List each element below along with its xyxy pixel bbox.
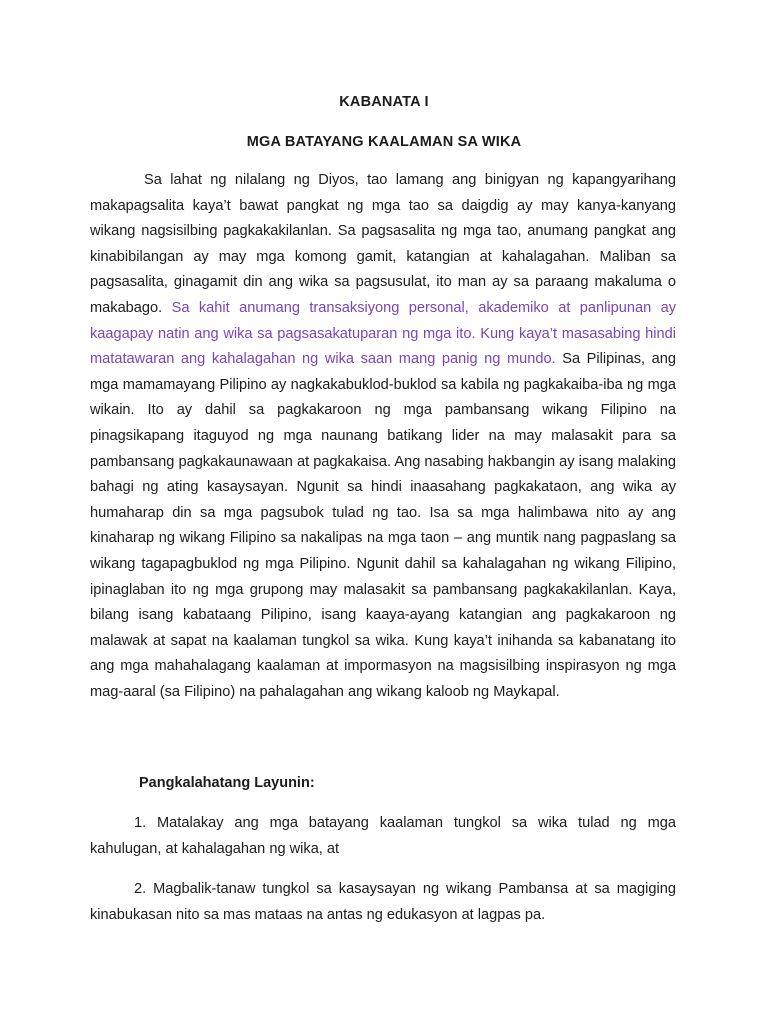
section-title: MGA BATAYANG KAALAMAN SA WIKA [246, 134, 522, 150]
intro-paragraph [90, 168, 676, 705]
highlighted-text: Sa kahit anumang transaksiyong personal, akademiko at panlipunan ay kaagapay natin ang wika sa pagsasakatuparan ng mga ito. Kung kaya’t masasabing hindi matatawaran ang kahalagahan ng wika saan mang panig ng mundo. [90, 299, 676, 368]
objective-item-1: 1. Matalakay ang mga batayang kaalaman tungkol sa wika tulad ng mga kahulugan, at kahalagahan ng wika, at [90, 815, 676, 857]
objective-item-2: 2. Magbalik-tanaw tungkol sa kasaysayan ng wikang Pambansa at sa magiging kinabukasan nito sa mas mataas na antas ng edukasyon at lagpas pa. [90, 881, 676, 923]
paragraph-text-part1: Sa lahat ng nilalang ng Diyos, tao lamang ang binigyan ng kapangyarihang makapagsalita kaya’t bawat pangkat ng mga tao sa daigdig ay may kanya-kanyang wikang nagsisilbing pagkakakilanlan. Sa pagsasalita ng mga tao, anumang pangkat ang kinabibilangan ay may mga komong gamit, katangian at kahalagahan. Maliban sa pagsasalita, ginagamit din ang wika sa pagsusulat, ito man ay sa paraang makaluma o makabago. [90, 172, 676, 316]
paragraph-text-part2: Sa Pilipinas, ang mga mamamayang Pilipino ay nagkakabuklod-buklod sa kabila ng pagkakaiba-iba ng mga wikain. Ito ay dahil sa pagkakaroon ng mga pambansang wikang Filipino na pinagsikapang itaguyod ng mga naunang batikang lider na may malasakit para sa pambansang pagkakaunawaan at pagkakaisa. Ang nasabing hakbangin ay isang malaking bahagi ng ating kasaysayan. Ngunit sa hindi inaasahang pagkakataon, ang wika ay humaharap din sa mga pagsubok tulad ng tao. Isa sa mga halimbawa nito ay ang kinaharap ng wikang Filipino sa nakalipas na mga taon – ang muntik nang pagpaslang sa wikang tagapagbuklod ng mga Pilipino. Ngunit dahil sa kahalagahan ng wikang Filipino, ipinaglaban ito ng mga grupong may malasakit sa pambansang pagkakakilanlan. Kaya, bilang isang kabataang Pilipino, isang kaaya-ayang katangian ang pagkakaroon ng malawak at sapat na kaalaman tungkol sa wika. Kung kaya’t inihanda sa kabanatang ito ang mga mahahalagang kaalaman at impormasyon na magsisilbing inspirasyon ng mga mag-aaral (sa Filipino) na pahalagahan ang wikang kaloob ng Maykapal. [90, 351, 676, 700]
chapter-title: KABANATA I [339, 94, 429, 110]
objectives-title: Pangkalahatang Layunin: [139, 775, 315, 791]
